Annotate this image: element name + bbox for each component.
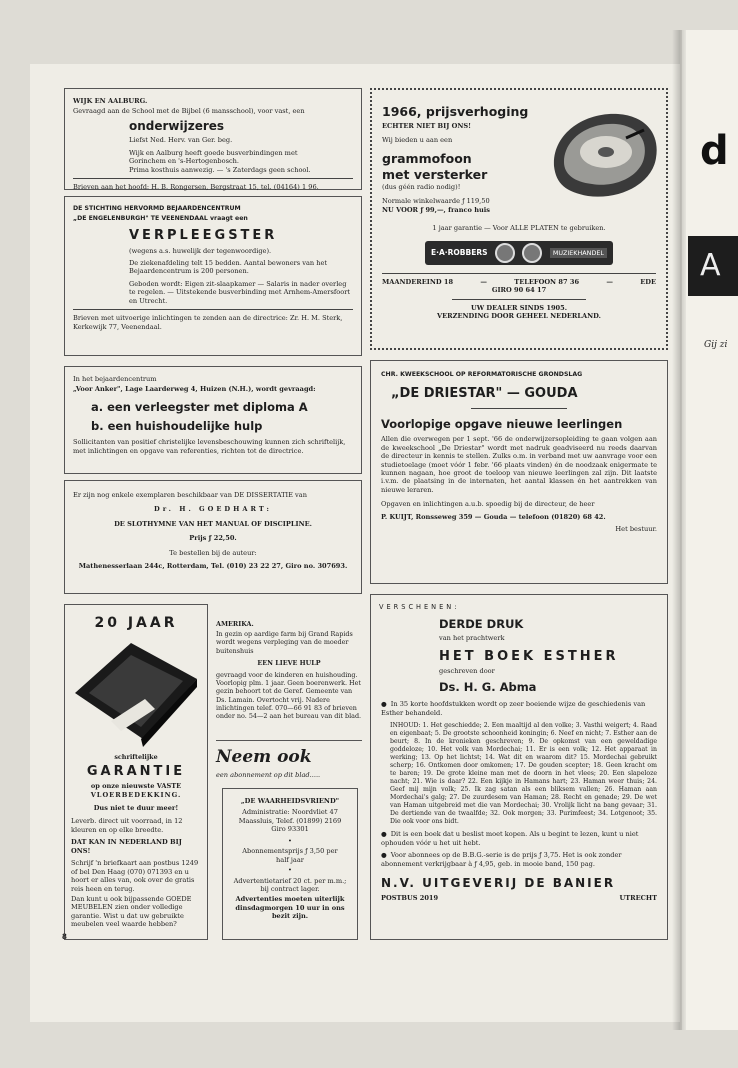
ad-shipping: VERZENDING DOOR GEHEEL NEDERLAND. xyxy=(437,311,601,320)
record-icon xyxy=(495,243,515,263)
ad-contact-row xyxy=(382,278,656,286)
ad-dot-1: • xyxy=(288,836,292,845)
ad-order: Te bestellen bij de auteur: xyxy=(169,548,257,557)
ad-bullet-3: ● Voor abonnees op de B.B.G.-serie is de prijs ƒ 3,75. Het is ook zonder abonnement verkrijgbaar à ƒ 4,95, geb. in mooie band, 150 pag. xyxy=(381,851,657,868)
ad-dash-2: — xyxy=(606,277,613,286)
ad-pref: Liefst Ned. Herv. van Ger. beg. xyxy=(129,136,233,145)
ad-body-2: gevraagd voor de kinderen en huishouding. Voorlopig plm. 1 jaar. Geen boerenwerk. Het gezin behoort tot de Geref. Gemeente van Ds. Lamain. Overtocht vrij. Nadere inlichtingen telef. 070—66 91 83 of brieven onder no. 54—2 aan het bureau van dit blad. xyxy=(216,670,362,720)
ad-dash-1: — xyxy=(480,277,487,286)
ad-product-1: grammofoon xyxy=(382,150,472,166)
ad-label: schriftelijke xyxy=(114,753,158,762)
ad-item-b: b. een huishoudelijke hulp xyxy=(91,418,263,433)
ad-amerika xyxy=(216,618,362,722)
ad-deadline: Advertenties moeten uiterlijk dinsdagmorgen 10 uur in ons bezit zijn. xyxy=(235,895,345,921)
ad-title: 1966, prijsverhoging xyxy=(382,104,529,119)
ad-title: DERDE DRUK xyxy=(439,617,524,632)
ad-bullet-2: ● Dit is een boek dat u beslist moet kopen. Als u begint te lezen, kunt u niet ophouden vóór u het uit hebt. xyxy=(381,830,657,847)
ad-line-1: Er zijn nog enkele exemplaren beschikbaar van DE DISSERTATIE van xyxy=(73,491,307,499)
ad-sub: ECHTER NIET BIJ ONS! xyxy=(382,122,472,130)
ad-voor-anker xyxy=(64,366,362,474)
ad-letters: Brieven aan het hoofd: H. B. Rongersen, Bergstraat 15, tel. (04164) 1 96. xyxy=(73,182,319,191)
facing-page xyxy=(682,30,738,1030)
ad-street: MAANDEREIND 18 xyxy=(382,277,454,286)
ad-title: GARANTIE xyxy=(86,763,186,779)
ad-heading-2: „DE ENGELENBURGH" TE VEENENDAAL vraagt een xyxy=(73,214,248,222)
ad-contents: INHOUD: 1. Het geschiedde; 2. Een maaltijd al den volke; 3. Vasthi weigert; 4. Raad en eigenbaat; 5. De grootste schoonheid koningin; 6. Neef en nicht; 7. Esther aan de beurt; 8. In de kronieken geschreven; 9. De opkomst van een geweldadige goddeloze; 10. Het volk van Mordechai; 11. Er is een volk; 12. Het apparaat in werking; 13. Op het lichtst; 14. Wat dit en waarom dit? 15. Mordechai gebruikt scherp; 16. Ontkomen door omkomen; 17. De gouden scepter; 18. Geen kracht om te baren; 19. De grote kleine man met de doorn in het vlees; 20. Een slapeloze nacht; 21. Wie is daar? 22. Een kijkje in Hamans hart; 23. Haman weer thuis; 24. Geef mij mijn volk; 25. Ik zag satan als een bliksem vallen; 26. Haman aan Mordechai's galg; 27. De zuurdesem van Haman; 28. Recht en genade; 29. De wet van Haman uitgebreid met die van Mordechai; 30. Vrolijk licht na bang gevaar; 31. De dertiende van de twaalfde; 32. Ook morgen; 33. Purimfeest; 34. Lotgenoot; 35. Die ook voor ons bidt. xyxy=(390,722,657,825)
ad-body-1: In gezin op aardige farm bij Grand Rapids wordt wegens verpleging van de moeder buitenshuis xyxy=(216,630,353,655)
ad-product-2: met versterker xyxy=(382,166,488,182)
ad-heading: WIJK EN AALBURG. xyxy=(73,97,148,105)
ad-dealer: UW DEALER SINDS 1905. xyxy=(470,303,568,312)
ad-giro: GIRO 90 64 17 xyxy=(491,286,547,295)
ad-sub: (wegens a.s. huwelijk der tegenwoordige). xyxy=(129,246,272,255)
ad-by: geschreven door xyxy=(439,667,495,676)
page-number: 8 xyxy=(62,932,67,941)
ad-book: HET BOEK ESTHER xyxy=(439,648,619,664)
ad-body-4: Dan kunt u ook bijpassende GOEDE MEUBELEN zien onder volledige garantie. Wist u dat uw gebruikte meubelen veel waarde hebben? xyxy=(71,894,192,929)
right-page-box xyxy=(688,236,738,296)
ad-body-2: Geboden wordt: Eigen zit-slaapkamer — Salaris in nader overleg te regelen. — Uitstekende busverbinding met Arnhem-Amersfoort en Utrecht. xyxy=(129,279,351,305)
ad-heading: AMERIKA. xyxy=(216,620,254,628)
ad-dot-2: • xyxy=(288,866,292,875)
ad-body-3: Schrijf 'n briefkaart aan postbus 1249 of bel Den Haag (070) 071393 en u hoort er alles van, ook over de gratis reis heen en terug. xyxy=(71,859,199,893)
ad-retail: Normale winkelwaarde ƒ 119,50 xyxy=(382,197,490,206)
gramophone-illustration xyxy=(544,104,664,202)
ad-title: EEN LIEVE HULP xyxy=(257,658,321,667)
ad-abo: Abonnementsprijs ƒ 3,50 per half jaar xyxy=(242,847,338,864)
ad-title: VERPLEEGSTER xyxy=(129,227,278,243)
right-page-box-letter: A xyxy=(700,248,721,283)
ad-postbus: POSTBUS 2019 xyxy=(381,893,439,902)
ad-title: „DE WAARHEIDSVRIEND" xyxy=(240,797,340,805)
ad-admin: Administratie: Noordvliet 47 Maassluis, Telef. (01899) 2169 Giro 93301 xyxy=(238,808,342,834)
divider xyxy=(452,299,586,300)
ad-bullet-1: ● In 35 korte hoofdstukken wordt op zeer boeiende wijze de geschiedenis van Esther behandeld. xyxy=(381,700,657,717)
divider xyxy=(382,273,656,274)
right-page-italic: Gij zi xyxy=(704,340,728,350)
ad-sign: Het bestuur. xyxy=(615,525,657,534)
ad-address: P. KUIJT, Ronsseweg 359 — Gouda — telefoon (01820) 68 42. xyxy=(381,512,606,521)
ad-info-3: Prima kosthuis aanwezig. — 's Zaterdags geen school. xyxy=(129,165,311,174)
ad-verpleegster xyxy=(64,196,362,356)
ad-guarantee: 1 jaar garantie — Voor ALLE PLATEN te gebruiken. xyxy=(432,224,606,233)
ad-info-1: Wijk en Aalburg heeft goede busverbindingen met xyxy=(129,148,298,157)
ad-phone: TELEFOON 87 36 xyxy=(514,277,580,286)
ad-waarheidsvriend xyxy=(222,788,358,940)
page-gutter xyxy=(672,30,686,1030)
ad-body-1: Leverb. direct uit voorraad, in 12 kleuren en op elke breedte. xyxy=(71,817,183,834)
ad-item-a: a. een verleegster met diploma A xyxy=(91,399,308,414)
ad-work: DE SLOTHYMNE VAN HET MANUAL OF DISCIPLINE. xyxy=(114,519,312,528)
ad-heading-1: DE STICHTING HERVORMD BEJAARDENCENTRUM xyxy=(73,205,241,212)
ad-info xyxy=(129,149,353,174)
divider xyxy=(73,178,353,179)
right-page-title: d xyxy=(700,128,729,174)
ad-boek-esther xyxy=(370,594,668,940)
ad-dissertatie xyxy=(64,480,362,594)
ad-onderwijzeres xyxy=(64,88,362,190)
ad-sub: van het prachtwerk xyxy=(439,634,505,643)
ad-price: Prijs ƒ 22,50. xyxy=(189,534,237,543)
ad-publisher-row xyxy=(381,894,657,902)
carpet-illustration xyxy=(71,639,201,751)
ad-city: EDE xyxy=(640,277,656,286)
ad-heading: VERSCHENEN: xyxy=(379,603,460,611)
divider xyxy=(73,309,353,310)
ad-author: Ds. H. G. Abma xyxy=(439,679,537,694)
ad-offer: Wij bieden u aan een xyxy=(382,136,453,145)
ad-publisher: N.V. UITGEVERIJ DE BANIER xyxy=(381,876,616,891)
ad-sub-1: op onze nieuwste VASTE xyxy=(90,782,182,791)
ad-sub: een abonnement op dit blad..... xyxy=(216,771,321,779)
ad-info-2: Gorinchem en 's-Hertogenbosch. xyxy=(129,157,240,166)
record-icon xyxy=(522,243,542,263)
ad-sub: Voorlopige opgave nieuwe leerlingen xyxy=(381,416,623,431)
ad-slogan: Dus niet te duur meer! xyxy=(93,804,179,813)
ad-intro: Gevraagd aan de School met de Bijbel (6 mansschool), voor vast, een xyxy=(73,107,305,116)
logo-left: E·A·ROBBERS xyxy=(431,247,488,257)
ad-body-2: DAT KAN IN NEDERLAND BIJ ONS! xyxy=(71,838,182,855)
ad-sub-2: VLOERBEDEKKING. xyxy=(90,790,182,799)
ad-neem-ook xyxy=(216,740,362,779)
ad-heading-2: „Voor Anker", Lage Laarderweg 4, Huizen (N.H.), wordt gevraagd: xyxy=(73,385,316,394)
ad-contact: Opgaven en inlichtingen a.u.b. spoedig bij de directeur, de heer xyxy=(381,500,595,509)
ad-title: „DE DRIESTAR" — GOUDA xyxy=(391,385,578,401)
ad-driestar xyxy=(370,360,668,584)
ad-heading: CHR. KWEEKSCHOOL OP REFORMATORISCHE GRONDSLAG xyxy=(381,371,583,378)
ad-title: onderwijzeres xyxy=(129,118,225,133)
ad-tarief: Advertentietarief 20 ct. per m.m.; bij contract lager. xyxy=(233,876,347,893)
ad-heading-1: In het bejaardencentrum xyxy=(73,375,157,383)
ad-banner: 20 JAAR xyxy=(94,615,178,631)
divider xyxy=(471,408,567,409)
ad-city: UTRECHT xyxy=(619,893,657,902)
ad-20-jaar-garantie xyxy=(64,604,208,940)
ad-title: Neem ook xyxy=(216,747,312,767)
ad-author: Dr. H. GOEDHART: xyxy=(154,505,272,514)
ad-body: Sollicitanten van positief christelijke levensbeschouwing kunnen zich schriftelijk, met inlichtingen en opgave van referenties, richten tot de directrice. xyxy=(73,438,346,455)
ad-now: NU VOOR ƒ 99,—, franco huis xyxy=(382,205,491,214)
ad-body-1: De ziekenafdeling telt 15 bedden. Aantal bewoners van het Bejaardencentrum is 200 personen. xyxy=(129,258,328,276)
ad-body: Allen die overwegen per 1 sept. '66 de onderwijzersopleiding te gaan volgen aan de kweekschool „De Driestar" wordt met nadruk geadviseerd nu reeds daarvan de directeur in kennis te stellen. Zulks o.m. in verband met uw aanvrage voor een studietoelage (moet vóór 1 febr. '66 plaats vinden) én de noodzaak enigermate te kunnen nagaan, hoe groot de toeloop van nieuwe leerlingen zal zijn. Dit laatste i.v.m. de plaatsing in de internaten, het aantal klassen én het aantrekken van nieuwe leraren. xyxy=(381,435,657,494)
logo-right: MUZIEKHANDEL xyxy=(550,248,607,258)
ad-address: Mathenesserlaan 244c, Rotterdam, Tel. (010) 23 22 27, Giro no. 307693. xyxy=(78,562,348,571)
ad-letters: Brieven met uitvoerige inlichtingen te zenden aan de directrice: Zr. H. M. Sterk, Kerkewijk 77, Veenendaal. xyxy=(73,314,343,331)
ad-note: (dus géén radio nodig)! xyxy=(382,182,461,191)
ad-logo xyxy=(425,241,613,265)
ad-grammofoon xyxy=(370,88,668,350)
